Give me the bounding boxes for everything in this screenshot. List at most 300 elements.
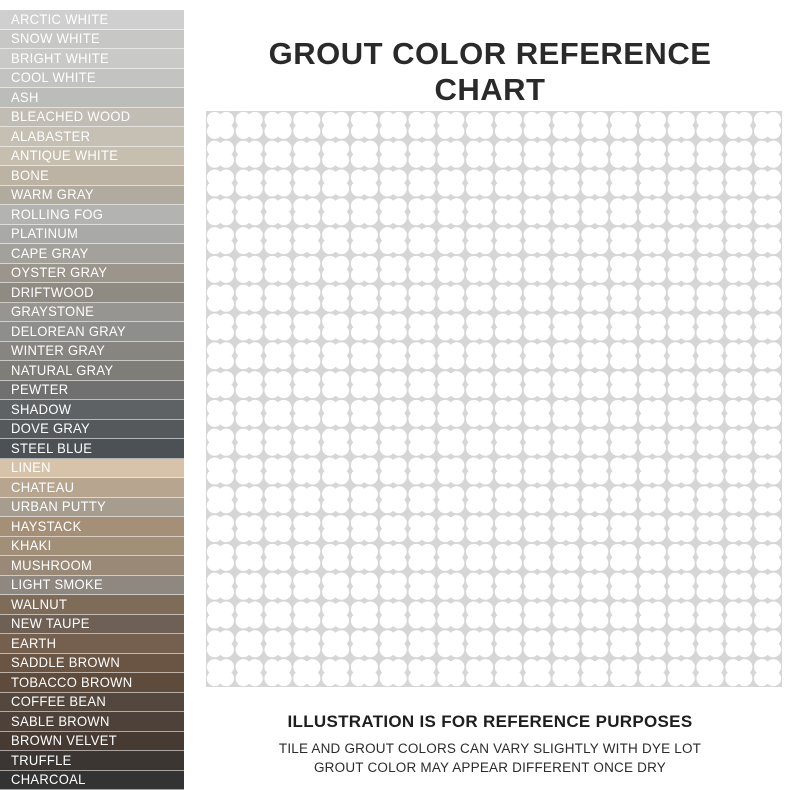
mosaic-piece: [207, 198, 234, 225]
mosaic-piece: [725, 141, 752, 168]
mosaic-piece: [581, 659, 608, 686]
grout-swatch: [0, 751, 184, 771]
mosaic-piece: [293, 400, 320, 427]
grout-swatch-label: DELOREAN GRAY: [11, 323, 126, 340]
grout-swatch-label: SNOW WHITE: [11, 30, 100, 47]
mosaic-piece: [754, 573, 781, 600]
mosaic-piece: [754, 371, 781, 398]
mosaic-piece: [754, 256, 781, 283]
mosaic-piece: [552, 198, 579, 225]
mosaic-piece: [495, 227, 522, 254]
mosaic-piece: [437, 141, 464, 168]
mosaic-piece: [581, 169, 608, 196]
mosaic-piece: [408, 486, 435, 513]
grout-swatch: [0, 673, 184, 693]
grout-swatch: [0, 771, 184, 791]
mosaic-piece: [495, 141, 522, 168]
mosaic-piece: [322, 601, 349, 628]
mosaic-piece: [293, 601, 320, 628]
mosaic-piece: [207, 169, 234, 196]
grout-swatch-label: EARTH: [11, 635, 57, 652]
grout-swatch-label: ASH: [11, 89, 39, 106]
mosaic-piece: [610, 400, 637, 427]
mosaic-piece: [466, 112, 493, 139]
grout-swatch: [0, 361, 184, 381]
mosaic-piece: [408, 112, 435, 139]
mosaic-piece: [466, 429, 493, 456]
mosaic-piece: [581, 457, 608, 484]
mosaic-piece: [639, 198, 666, 225]
grout-swatch: [0, 439, 184, 459]
grout-swatch: [0, 634, 184, 654]
grout-swatch: [0, 49, 184, 69]
mosaic-piece: [639, 544, 666, 571]
mosaic-piece: [466, 486, 493, 513]
mosaic-piece: [380, 112, 407, 139]
mosaic-piece: [380, 342, 407, 369]
mosaic-piece: [437, 371, 464, 398]
mosaic-piece: [264, 141, 291, 168]
grout-swatch-label: CHARCOAL: [11, 771, 86, 788]
mosaic-piece: [351, 141, 378, 168]
mosaic-piece: [581, 573, 608, 600]
mosaic-piece: [725, 573, 752, 600]
mosaic-piece: [264, 429, 291, 456]
mosaic-piece: [351, 400, 378, 427]
mosaic-piece: [524, 544, 551, 571]
mosaic-piece: [264, 313, 291, 340]
mosaic-piece: [581, 141, 608, 168]
mosaic-piece: [207, 659, 234, 686]
mosaic-piece: [754, 400, 781, 427]
mosaic-piece: [466, 457, 493, 484]
grout-swatch-label: MUSHROOM: [11, 557, 93, 574]
mosaic-piece: [754, 515, 781, 542]
mosaic-piece: [264, 198, 291, 225]
mosaic-piece: [466, 544, 493, 571]
mosaic-piece: [696, 544, 723, 571]
mosaic-piece: [351, 342, 378, 369]
mosaic-piece: [380, 227, 407, 254]
mosaic-piece: [380, 198, 407, 225]
mosaic-piece: [293, 429, 320, 456]
mosaic-piece: [754, 486, 781, 513]
mosaic-piece: [754, 198, 781, 225]
grout-swatch: [0, 381, 184, 401]
mosaic-piece: [668, 457, 695, 484]
mosaic-piece: [437, 313, 464, 340]
mosaic-piece: [322, 198, 349, 225]
mosaic-piece: [524, 457, 551, 484]
mosaic-piece: [437, 112, 464, 139]
mosaic-piece: [466, 227, 493, 254]
mosaic-piece: [351, 371, 378, 398]
mosaic-piece: [495, 573, 522, 600]
mosaic-piece: [437, 659, 464, 686]
mosaic-piece: [581, 112, 608, 139]
mosaic-piece: [696, 659, 723, 686]
mosaic-piece: [322, 429, 349, 456]
mosaic-piece: [437, 601, 464, 628]
mosaic-piece: [207, 285, 234, 312]
grout-swatch-label: PLATINUM: [11, 225, 79, 242]
grout-swatch-label: ROLLING FOG: [11, 206, 104, 223]
grout-swatch: [0, 693, 184, 713]
mosaic-piece: [380, 457, 407, 484]
grout-swatch-label: CAPE GRAY: [11, 245, 89, 262]
grout-swatch: [0, 264, 184, 284]
mosaic-piece: [466, 573, 493, 600]
mosaic-piece: [524, 429, 551, 456]
mosaic-piece: [236, 486, 263, 513]
mosaic-piece: [639, 659, 666, 686]
mosaic-piece: [524, 112, 551, 139]
grout-swatch: [0, 517, 184, 537]
grout-swatch-label: URBAN PUTTY: [11, 498, 107, 515]
mosaic-piece: [552, 544, 579, 571]
mosaic-piece: [437, 256, 464, 283]
mosaic-piece: [639, 285, 666, 312]
grout-swatch: [0, 69, 184, 89]
mosaic-piece: [610, 486, 637, 513]
mosaic-piece: [322, 573, 349, 600]
mosaic-piece: [495, 285, 522, 312]
mosaic-piece: [380, 515, 407, 542]
mosaic-piece: [351, 630, 378, 657]
mosaic-piece: [351, 544, 378, 571]
mosaic-piece: [725, 342, 752, 369]
mosaic-piece: [351, 573, 378, 600]
mosaic-piece: [668, 515, 695, 542]
mosaic-piece: [754, 659, 781, 686]
mosaic-piece: [725, 227, 752, 254]
mosaic-piece: [495, 112, 522, 139]
grout-swatch: [0, 420, 184, 440]
mosaic-piece: [408, 400, 435, 427]
mosaic-piece: [495, 342, 522, 369]
mosaic-piece: [495, 515, 522, 542]
mosaic-piece: [264, 256, 291, 283]
mosaic-piece: [408, 659, 435, 686]
mosaic-piece: [552, 601, 579, 628]
mosaic-piece: [581, 227, 608, 254]
mosaic-piece: [725, 486, 752, 513]
mosaic-piece: [495, 544, 522, 571]
mosaic-piece: [696, 227, 723, 254]
mosaic-piece: [696, 169, 723, 196]
grout-swatch-label: LIGHT SMOKE: [11, 576, 103, 593]
mosaic-piece: [581, 515, 608, 542]
mosaic-piece: [264, 630, 291, 657]
mosaic-piece: [696, 515, 723, 542]
mosaic-piece: [264, 486, 291, 513]
mosaic-piece: [236, 457, 263, 484]
mosaic-piece: [639, 112, 666, 139]
mosaic-piece: [236, 198, 263, 225]
mosaic-piece: [236, 256, 263, 283]
grout-swatch-label: GRAYSTONE: [11, 303, 95, 320]
mosaic-piece: [524, 198, 551, 225]
mosaic-piece: [207, 486, 234, 513]
grout-swatch: [0, 225, 184, 245]
mosaic-piece: [552, 313, 579, 340]
mosaic-piece: [495, 256, 522, 283]
grout-swatch: [0, 537, 184, 557]
mosaic-piece: [322, 457, 349, 484]
mosaic-piece: [466, 313, 493, 340]
mosaic-piece: [293, 342, 320, 369]
mosaic-piece: [581, 486, 608, 513]
mosaic-piece: [207, 227, 234, 254]
mosaic-piece: [437, 429, 464, 456]
grout-swatch-label: NEW TAUPE: [11, 615, 90, 632]
mosaic-piece: [725, 400, 752, 427]
mosaic-piece: [668, 112, 695, 139]
mosaic-piece: [351, 659, 378, 686]
mosaic-piece: [408, 169, 435, 196]
mosaic-piece: [293, 515, 320, 542]
mosaic-piece: [668, 429, 695, 456]
mosaic-piece: [754, 457, 781, 484]
mosaic-piece: [639, 313, 666, 340]
mosaic-piece: [351, 169, 378, 196]
mosaic-piece: [668, 659, 695, 686]
mosaic-piece: [236, 371, 263, 398]
mosaic-piece: [293, 544, 320, 571]
mosaic-piece: [437, 198, 464, 225]
mosaic-piece: [552, 227, 579, 254]
mosaic-piece: [495, 313, 522, 340]
mosaic-piece: [696, 601, 723, 628]
mosaic-piece: [696, 112, 723, 139]
mosaic-piece: [610, 256, 637, 283]
mosaic-piece: [725, 630, 752, 657]
mosaic-piece: [725, 457, 752, 484]
mosaic-piece: [581, 400, 608, 427]
mosaic-piece: [639, 141, 666, 168]
mosaic-piece: [322, 371, 349, 398]
mosaic-piece: [610, 169, 637, 196]
mosaic-piece: [754, 227, 781, 254]
mosaic-piece: [408, 457, 435, 484]
grout-swatch-label: DRIFTWOOD: [11, 284, 94, 301]
mosaic-piece: [264, 659, 291, 686]
mosaic-piece: [380, 659, 407, 686]
grout-swatch-label: CHATEAU: [11, 479, 75, 496]
mosaic-piece: [581, 630, 608, 657]
mosaic-piece: [236, 515, 263, 542]
mosaic-piece: [696, 285, 723, 312]
mosaic-piece: [639, 256, 666, 283]
mosaic-piece: [207, 342, 234, 369]
mosaic-piece: [696, 429, 723, 456]
mosaic-grid: [206, 111, 782, 687]
mosaic-piece: [380, 256, 407, 283]
mosaic-piece: [552, 256, 579, 283]
grout-swatch-label: COFFEE BEAN: [11, 693, 107, 710]
mosaic-piece: [293, 169, 320, 196]
grout-swatch-label: TRUFFLE: [11, 752, 72, 769]
mosaic-piece: [264, 169, 291, 196]
mosaic-piece: [581, 198, 608, 225]
mosaic-piece: [668, 198, 695, 225]
mosaic-piece: [293, 285, 320, 312]
mosaic-piece: [408, 429, 435, 456]
mosaic-piece: [408, 515, 435, 542]
mosaic-piece: [207, 573, 234, 600]
mosaic-piece: [322, 342, 349, 369]
mosaic-piece: [322, 285, 349, 312]
mosaic-piece: [466, 285, 493, 312]
mosaic-piece: [754, 544, 781, 571]
grout-swatch-label: KHAKI: [11, 537, 52, 554]
mosaic-piece: [437, 400, 464, 427]
mosaic-piece: [466, 371, 493, 398]
mosaic-piece: [552, 285, 579, 312]
mosaic-piece: [322, 313, 349, 340]
mosaic-piece: [466, 198, 493, 225]
grout-swatch: [0, 342, 184, 362]
mosaic-piece: [552, 342, 579, 369]
mosaic-tile-illustration: [206, 111, 782, 687]
mosaic-piece: [639, 429, 666, 456]
mosaic-piece: [380, 141, 407, 168]
grout-swatch: [0, 615, 184, 635]
mosaic-piece: [552, 169, 579, 196]
mosaic-piece: [639, 601, 666, 628]
mosaic-piece: [495, 601, 522, 628]
mosaic-piece: [466, 630, 493, 657]
mosaic-piece: [236, 141, 263, 168]
mosaic-piece: [495, 198, 522, 225]
mosaic-piece: [322, 227, 349, 254]
grout-swatch: [0, 10, 184, 30]
mosaic-piece: [322, 112, 349, 139]
grout-swatch: [0, 166, 184, 186]
mosaic-piece: [639, 486, 666, 513]
mosaic-piece: [322, 630, 349, 657]
mosaic-piece: [725, 429, 752, 456]
grout-swatch-label: SHADOW: [11, 401, 72, 418]
mosaic-piece: [437, 515, 464, 542]
mosaic-piece: [754, 112, 781, 139]
grout-swatch-label: BROWN VELVET: [11, 732, 117, 749]
mosaic-piece: [668, 573, 695, 600]
grout-swatch: [0, 88, 184, 108]
mosaic-piece: [408, 371, 435, 398]
grout-swatch-label: NATURAL GRAY: [11, 362, 114, 379]
mosaic-piece: [610, 573, 637, 600]
notice-line: GROUT COLOR MAY APPEAR DIFFERENT ONCE DRY: [313, 760, 666, 775]
mosaic-piece: [524, 169, 551, 196]
mosaic-piece: [754, 141, 781, 168]
mosaic-piece: [236, 342, 263, 369]
mosaic-piece: [668, 630, 695, 657]
mosaic-piece: [610, 659, 637, 686]
mosaic-piece: [264, 227, 291, 254]
mosaic-piece: [408, 141, 435, 168]
grout-swatch: [0, 30, 184, 50]
mosaic-piece: [754, 313, 781, 340]
mosaic-piece: [322, 141, 349, 168]
mosaic-piece: [524, 285, 551, 312]
grout-swatch-label: SADDLE BROWN: [11, 654, 121, 671]
mosaic-piece: [207, 457, 234, 484]
mosaic-piece: [754, 429, 781, 456]
mosaic-piece: [236, 227, 263, 254]
mosaic-piece: [351, 429, 378, 456]
mosaic-piece: [524, 141, 551, 168]
mosaic-piece: [696, 457, 723, 484]
mosaic-piece: [264, 371, 291, 398]
mosaic-piece: [495, 659, 522, 686]
mosaic-piece: [236, 601, 263, 628]
grout-swatch-label: BLEACHED WOOD: [11, 108, 131, 125]
mosaic-piece: [293, 198, 320, 225]
mosaic-piece: [524, 313, 551, 340]
mosaic-piece: [207, 313, 234, 340]
mosaic-piece: [610, 630, 637, 657]
grout-swatch: [0, 147, 184, 167]
grout-swatch: [0, 303, 184, 323]
grout-swatch-label: BRIGHT WHITE: [11, 50, 109, 67]
grout-swatch: [0, 186, 184, 206]
mosaic-piece: [581, 313, 608, 340]
mosaic-piece: [207, 371, 234, 398]
mosaic-piece: [725, 659, 752, 686]
mosaic-piece: [581, 371, 608, 398]
grout-swatch: [0, 283, 184, 303]
mosaic-piece: [351, 601, 378, 628]
mosaic-piece: [264, 544, 291, 571]
mosaic-piece: [610, 285, 637, 312]
mosaic-piece: [552, 515, 579, 542]
mosaic-piece: [466, 601, 493, 628]
mosaic-piece: [408, 544, 435, 571]
mosaic-piece: [696, 400, 723, 427]
mosaic-piece: [552, 659, 579, 686]
mosaic-piece: [581, 601, 608, 628]
mosaic-piece: [207, 601, 234, 628]
grout-swatch-label: ALABASTER: [11, 128, 91, 145]
mosaic-piece: [524, 227, 551, 254]
mosaic-piece: [668, 371, 695, 398]
mosaic-piece: [408, 573, 435, 600]
mosaic-piece: [696, 313, 723, 340]
mosaic-piece: [610, 112, 637, 139]
mosaic-piece: [264, 400, 291, 427]
mosaic-piece: [380, 285, 407, 312]
mosaic-piece: [639, 227, 666, 254]
mosaic-piece: [236, 400, 263, 427]
mosaic-piece: [437, 630, 464, 657]
mosaic-piece: [639, 515, 666, 542]
mosaic-piece: [236, 112, 263, 139]
mosaic-piece: [668, 486, 695, 513]
mosaic-piece: [380, 429, 407, 456]
mosaic-piece: [408, 285, 435, 312]
mosaic-piece: [437, 573, 464, 600]
mosaic-piece: [754, 601, 781, 628]
grout-swatch: [0, 498, 184, 518]
mosaic-piece: [725, 515, 752, 542]
mosaic-piece: [293, 457, 320, 484]
mosaic-piece: [610, 198, 637, 225]
mosaic-piece: [725, 313, 752, 340]
mosaic-piece: [322, 515, 349, 542]
mosaic-piece: [293, 659, 320, 686]
mosaic-piece: [610, 601, 637, 628]
